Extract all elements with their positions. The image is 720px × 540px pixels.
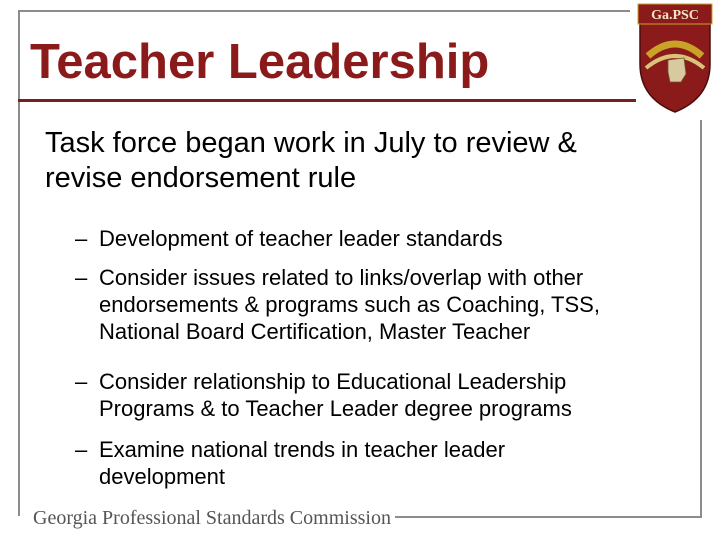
title-underline — [18, 99, 636, 102]
bullet-dash: – — [75, 265, 88, 290]
sub-bullet-line: endorsements & programs such as Coaching, TSS, — [99, 292, 600, 317]
bullet-dash: – — [75, 226, 88, 251]
slide-frame-bottom — [395, 516, 702, 518]
sub-bullet-text — [99, 368, 675, 422]
gapsc-shield-logo-icon — [634, 2, 716, 114]
sub-bullet — [75, 368, 675, 422]
sub-bullet-line: Consider issues related to links/overlap with other — [99, 265, 584, 290]
sub-bullet-line: Consider relationship to Educational Leadership — [99, 369, 567, 394]
sub-bullet — [75, 436, 675, 490]
sub-bullet-text — [99, 225, 675, 252]
sub-bullet — [75, 264, 675, 345]
slide-frame-top — [18, 10, 630, 12]
slide-frame-right — [700, 120, 702, 516]
sub-bullet-line: Examine national trends in teacher leader — [99, 437, 506, 462]
slide-frame-left — [18, 10, 20, 516]
main-bullet-line-2: revise endorsement rule — [45, 162, 357, 194]
sub-bullet-line: development — [99, 464, 225, 489]
sub-bullet-text — [99, 436, 675, 490]
slide-title: Teacher Leadership — [30, 35, 490, 89]
bullet-dash: – — [75, 437, 88, 462]
logo-text: Ga.PSC — [651, 8, 699, 23]
footer-organization: Georgia Professional Standards Commission — [33, 507, 391, 529]
sub-bullet-line: National Board Certification, Master Teacher — [99, 319, 531, 344]
bullet-dash: – — [75, 369, 88, 394]
sub-bullet — [75, 225, 675, 252]
sub-bullet-line: Development of teacher leader standards — [99, 226, 503, 251]
sub-bullet-text — [99, 264, 675, 345]
main-bullet-line-1: Task force began work in July to review & — [45, 127, 577, 159]
sub-bullet-line: Programs & to Teacher Leader degree programs — [99, 396, 572, 421]
main-bullet — [45, 126, 695, 196]
